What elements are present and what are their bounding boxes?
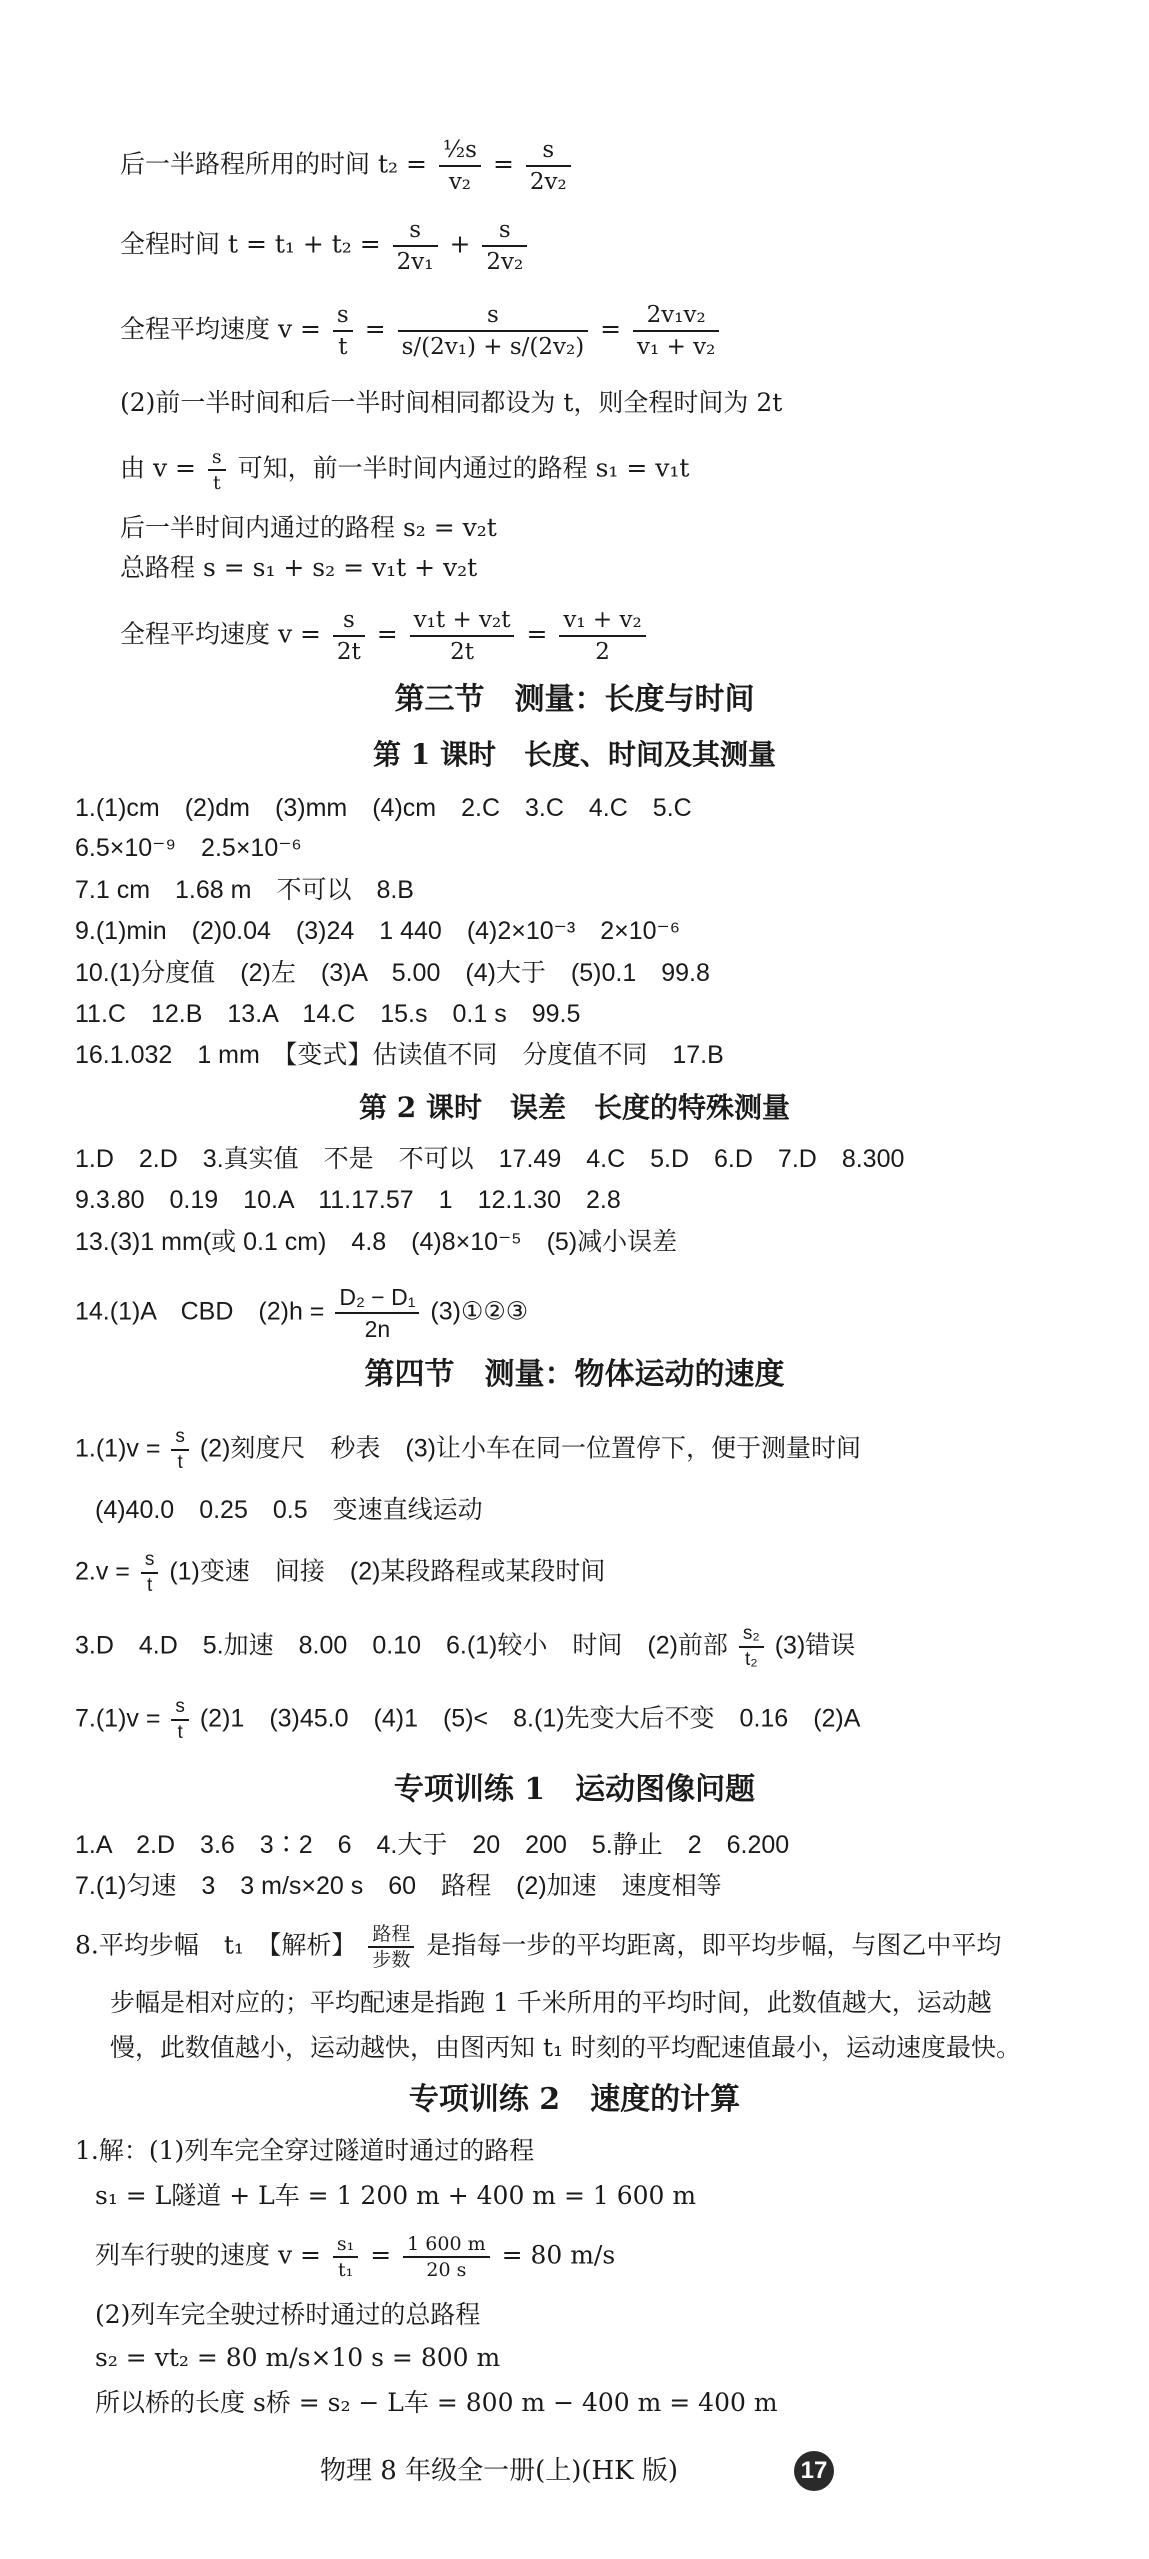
fraction (333, 605, 365, 667)
page-number-badge: 17 (794, 2451, 834, 2491)
numerator: s (171, 1425, 189, 1451)
denominator: 2t (336, 639, 361, 665)
answer-line: 10.(1)分度值 (2)左 (3)A 5.00 (4)大于 (5)0.1 99.8 (75, 959, 710, 987)
answer-line: (4)40.0 0.25 0.5 变速直线运动 (95, 1496, 483, 1524)
total-time-line (120, 215, 531, 277)
denominator: t₁ (337, 2259, 354, 2281)
line-text: (2)1 (3)45.0 (4)1 (5)< 8.(1)先变大后不变 0.16 (2)A (199, 1704, 861, 1733)
analysis-line: 步幅是相对应的；平均配速是指跑 1 千米所用的平均时间，此数值越大，运动越 (110, 1988, 992, 2017)
line-text: 后一半路程所用的时间 t₂ = (120, 149, 427, 179)
numerator: s₂ (739, 1622, 764, 1648)
numerator: 1 600 m (403, 2232, 489, 2258)
numerator: s (333, 300, 353, 332)
line-text: (1)变速 间接 (2)某段路程或某段时间 (169, 1557, 606, 1586)
analysis-line (75, 1922, 1001, 1972)
line-text: = 80 m/s (501, 2240, 616, 2270)
solution-line: (2)列车完全驶过桥时通过的总路程 (95, 2300, 481, 2329)
solution-line: s₂ = vt₂ = 80 m/s×10 s = 800 m (95, 2343, 501, 2372)
line-text: 由 v = (120, 453, 196, 483)
numerator: D₂ − D₁ (335, 1282, 419, 1314)
text-line: (2)前一半时间和后一半时间相同都设为 t，则全程时间为 2t (120, 388, 783, 417)
text-line: 总路程 s = s₁ + s₂ = v₁t + v₂t (120, 553, 478, 582)
text-line: 后一半时间内通过的路程 s₂ = v₂t (120, 513, 497, 542)
denominator: s/(2v₁) + s/(2v₂) (401, 334, 585, 360)
fraction (171, 1695, 189, 1745)
equals: = (364, 314, 386, 344)
denominator: 2v₂ (486, 249, 524, 275)
answer-line: 9.3.80 0.19 10.A 11.17.57 1 12.1.30 2.8 (75, 1186, 621, 1214)
section-title: 专项训练 2 速度的计算 (408, 2082, 741, 2117)
denominator: 2t (450, 639, 475, 665)
equals: = (526, 619, 548, 649)
denominator: t₂ (745, 1649, 758, 1670)
numerator: v₁t + v₂t (410, 605, 515, 637)
section-title: 专项训练 1 运动图像问题 (393, 1772, 756, 1807)
line-text: 7.(1)v = (75, 1704, 161, 1733)
denominator: t (146, 1575, 153, 1596)
fraction (141, 1548, 159, 1598)
solution-line: s₁ = L隧道 + L车 = 1 200 m + 400 m = 1 600 m (95, 2181, 697, 2210)
lesson-title: 第 2 课时 误差 长度的特殊测量 (359, 1091, 790, 1124)
fraction (398, 300, 589, 362)
denominator: 步数 (372, 1949, 411, 1971)
fraction (633, 300, 719, 362)
denominator: v₁ + v₂ (637, 334, 716, 360)
line-text: 3.D 4.D 5.加速 8.00 0.10 6.(1)较小 时间 (2)前部 (75, 1631, 728, 1660)
numerator: s (141, 1548, 159, 1574)
fraction (393, 215, 438, 277)
denominator: 2v₁ (396, 249, 434, 275)
plus: + (449, 229, 471, 259)
numerator: s (208, 445, 226, 471)
speed-formula-line (120, 445, 689, 495)
answer-line-fraction (75, 1282, 528, 1344)
line-text: 8.平均步幅 t₁ 【解析】 (75, 1930, 357, 1960)
equals: = (370, 2240, 392, 2270)
fraction (208, 445, 226, 495)
equals: = (492, 149, 514, 179)
numerator: s (398, 300, 589, 332)
answer-line: 7.(1)匀速 3 3 m/s×20 s 60 路程 (2)加速 速度相等 (75, 1872, 722, 1900)
line-text: 全程时间 t = t₁ + t₂ = (120, 229, 381, 259)
answer-line-fraction (75, 1425, 861, 1475)
denominator: t (177, 1452, 183, 1473)
denominator: v₂ (448, 169, 472, 195)
line-text: 2.v = (75, 1557, 130, 1586)
section-title: 第四节 测量：物体运动的速度 (364, 1357, 785, 1392)
equals: = (600, 314, 622, 344)
denominator: 20 s (426, 2259, 467, 2281)
line-text: 全程平均速度 v = (120, 314, 321, 344)
denominator: t (177, 1722, 183, 1743)
fraction (333, 2232, 358, 2282)
numerator: v₁ + v₂ (559, 605, 645, 637)
line-text: (3)错误 (774, 1631, 856, 1660)
answer-line-fraction (75, 1695, 860, 1745)
answer-line-fraction (75, 1548, 605, 1598)
denominator: t (338, 334, 348, 360)
line-text: 全程平均速度 v = (120, 619, 321, 649)
numerator: s (526, 135, 571, 167)
analysis-line: 慢，此数值越小，运动越快，由图丙知 t₁ 时刻的平均配速值最小，运动速度最快。 (110, 2033, 1021, 2062)
numerator: s₁ (333, 2232, 358, 2258)
line-text: 14.(1)A CBD (2)h = (75, 1297, 325, 1326)
answer-line: 11.C 12.B 13.A 14.C 15.s 0.1 s 99.5 (75, 1000, 581, 1028)
fraction (171, 1425, 189, 1475)
answer-line: 1.(1)cm (2)dm (3)mm (4)cm 2.C 3.C 4.C 5.C (75, 794, 692, 822)
numerator: s (171, 1695, 189, 1721)
line-text: 列车行驶的速度 v = (95, 2240, 321, 2270)
equals: = (376, 619, 398, 649)
line-text: 是指每一步的平均距离，即平均步幅，与图乙中平均 (426, 1930, 1002, 1960)
fraction (739, 1622, 764, 1672)
fraction (335, 1282, 419, 1344)
answer-line: 1.A 2.D 3.6 3∶2 6 4.大于 20 200 5.静止 2 6.200 (75, 1831, 790, 1859)
fraction (439, 135, 481, 197)
answer-line: 1.D 2.D 3.真实值 不是 不可以 17.49 4.C 5.D 6.D 7.D 8.300 (75, 1145, 905, 1173)
numerator: s (482, 215, 527, 247)
solution-line: 所以桥的长度 s桥 = s₂ − L车 = 800 m − 400 m = 400 m (95, 2388, 778, 2417)
line-text: 可知，前一半时间内通过的路程 s₁ = v₁t (237, 453, 690, 483)
answer-line: 6.5×10⁻⁹ 2.5×10⁻⁶ (75, 834, 302, 862)
time-second-half-line (120, 135, 575, 197)
answer-line: 9.(1)min (2)0.04 (3)24 1 440 (4)2×10⁻³ 2×10⁻⁶ (75, 917, 681, 945)
fraction (559, 605, 645, 667)
footer-book-title: 物理 8 年级全一册(上)(HK 版) (320, 2456, 679, 2486)
numerator: ½s (439, 135, 481, 167)
numerator: s (333, 605, 365, 637)
average-speed-line-2 (120, 605, 650, 667)
fraction (482, 215, 527, 277)
answer-line: 7.1 cm 1.68 m 不可以 8.B (75, 876, 414, 904)
denominator: t (212, 472, 221, 494)
solution-line: 1.解：(1)列车完全穿过隧道时通过的路程 (75, 2136, 535, 2165)
line-text: (3)①②③ (430, 1297, 529, 1326)
average-speed-line (120, 300, 723, 362)
line-text: 1.(1)v = (75, 1434, 161, 1463)
solution-line-fraction (95, 2232, 615, 2282)
line-text: (2)刻度尺 秒表 (3)让小车在同一位置停下，便于测量时间 (199, 1434, 861, 1463)
fraction (403, 2232, 489, 2282)
denominator: 2n (364, 1316, 391, 1342)
answer-line: 16.1.032 1 mm 【变式】估读值不同 分度值不同 17.B (75, 1041, 724, 1069)
section-title: 第三节 测量：长度与时间 (394, 682, 755, 717)
denominator: 2v₂ (529, 169, 567, 195)
numerator: 2v₁v₂ (633, 300, 719, 332)
answer-line: 13.(3)1 mm(或 0.1 cm) 4.8 (4)8×10⁻⁵ (5)减小误差 (75, 1228, 678, 1256)
fraction (526, 135, 571, 197)
numerator: 路程 (368, 1922, 414, 1948)
lesson-title: 第 1 课时 长度、时间及其测量 (373, 738, 776, 771)
denominator: 2 (595, 639, 610, 665)
answer-line-fraction (75, 1622, 855, 1672)
fraction (410, 605, 515, 667)
numerator: s (393, 215, 438, 247)
fraction (368, 1922, 414, 1972)
fraction (333, 300, 353, 362)
